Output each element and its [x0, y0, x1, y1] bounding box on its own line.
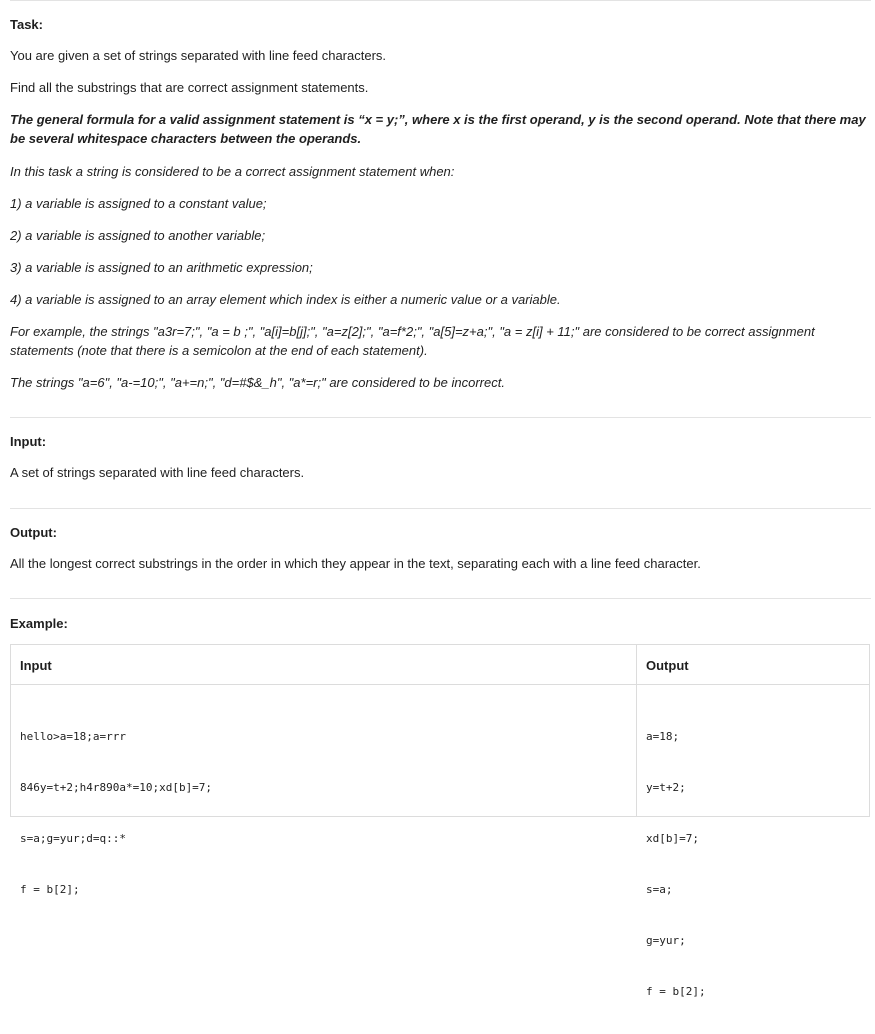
example-output-code	[646, 694, 706, 1034]
correct-examples-line-2: statements (note that there is a semicolon at the end of each statement).	[10, 343, 428, 358]
output-line: xd[b]=7;	[646, 832, 699, 845]
example-input-code	[20, 694, 212, 932]
task-paragraph-2: Find all the substrings that are correct assignment statements.	[10, 80, 369, 95]
output-line: g=yur;	[646, 934, 686, 947]
task-paragraph-1: You are given a set of strings separated with line feed characters.	[10, 48, 387, 63]
output-description: All the longest correct substrings in the order in which they appear in the text, separating each with a line feed character.	[10, 556, 701, 571]
example-table	[10, 644, 870, 998]
input-description: A set of strings separated with line feed characters.	[10, 465, 305, 480]
example-output-header: Output	[646, 658, 689, 673]
output-line: s=a;	[646, 883, 673, 896]
conditions-intro: In this task a string is considered to be a correct assignment statement when:	[10, 164, 455, 179]
top-divider	[10, 0, 871, 1]
output-line: a=18;	[646, 730, 680, 743]
task-heading: Task:	[10, 17, 43, 32]
formula-paragraph	[10, 110, 872, 148]
input-line: s=a;g=yur;d=q::*	[20, 832, 126, 845]
input-line: f = b[2];	[20, 883, 80, 896]
example-table-header-row	[11, 645, 869, 685]
output-heading: Output:	[10, 525, 57, 540]
example-heading: Example:	[10, 616, 68, 631]
rule-1: 1) a variable is assigned to a constant value;	[10, 196, 267, 211]
input-heading: Input:	[10, 434, 47, 449]
input-line: 846y=t+2;h4r890a*=10;xd[b]=7;	[20, 781, 213, 794]
example-input-header: Input	[20, 658, 52, 673]
example-column-divider	[636, 645, 637, 816]
incorrect-examples: The strings "a=6", "a-=10;", "a+=n;", "d=#$&_h", "a*=r;" are considered to be incorrect.	[10, 375, 505, 390]
rule-3: 3) a variable is assigned to an arithmetic expression;	[10, 260, 313, 275]
formula-line-2: be several whitespace characters between the operands.	[10, 131, 362, 146]
correct-examples-line-1: For example, the strings "a3r=7;", "a = b ;", "a[i]=b[j];", "a=z[2];", "a=f*2;", "a[5]=z+a;", "a = z[i] + 11;" are considered to be correct assignment	[10, 324, 815, 339]
rule-4: 4) a variable is assigned to an array element which index is either a numeric value or a variable.	[10, 292, 561, 307]
output-line: y=t+2;	[646, 781, 686, 794]
formula-line-1: The general formula for a valid assignment statement is “x = y;”, where x is the first operand, y is the second operand. Note that there may	[10, 112, 866, 127]
output-line: f = b[2];	[646, 985, 706, 998]
divider-output	[10, 508, 871, 509]
rule-2: 2) a variable is assigned to another variable;	[10, 228, 266, 243]
correct-examples-paragraph	[10, 322, 872, 360]
input-line: hello>a=18;a=rrr	[20, 730, 126, 743]
divider-input	[10, 417, 871, 418]
divider-example	[10, 598, 871, 599]
